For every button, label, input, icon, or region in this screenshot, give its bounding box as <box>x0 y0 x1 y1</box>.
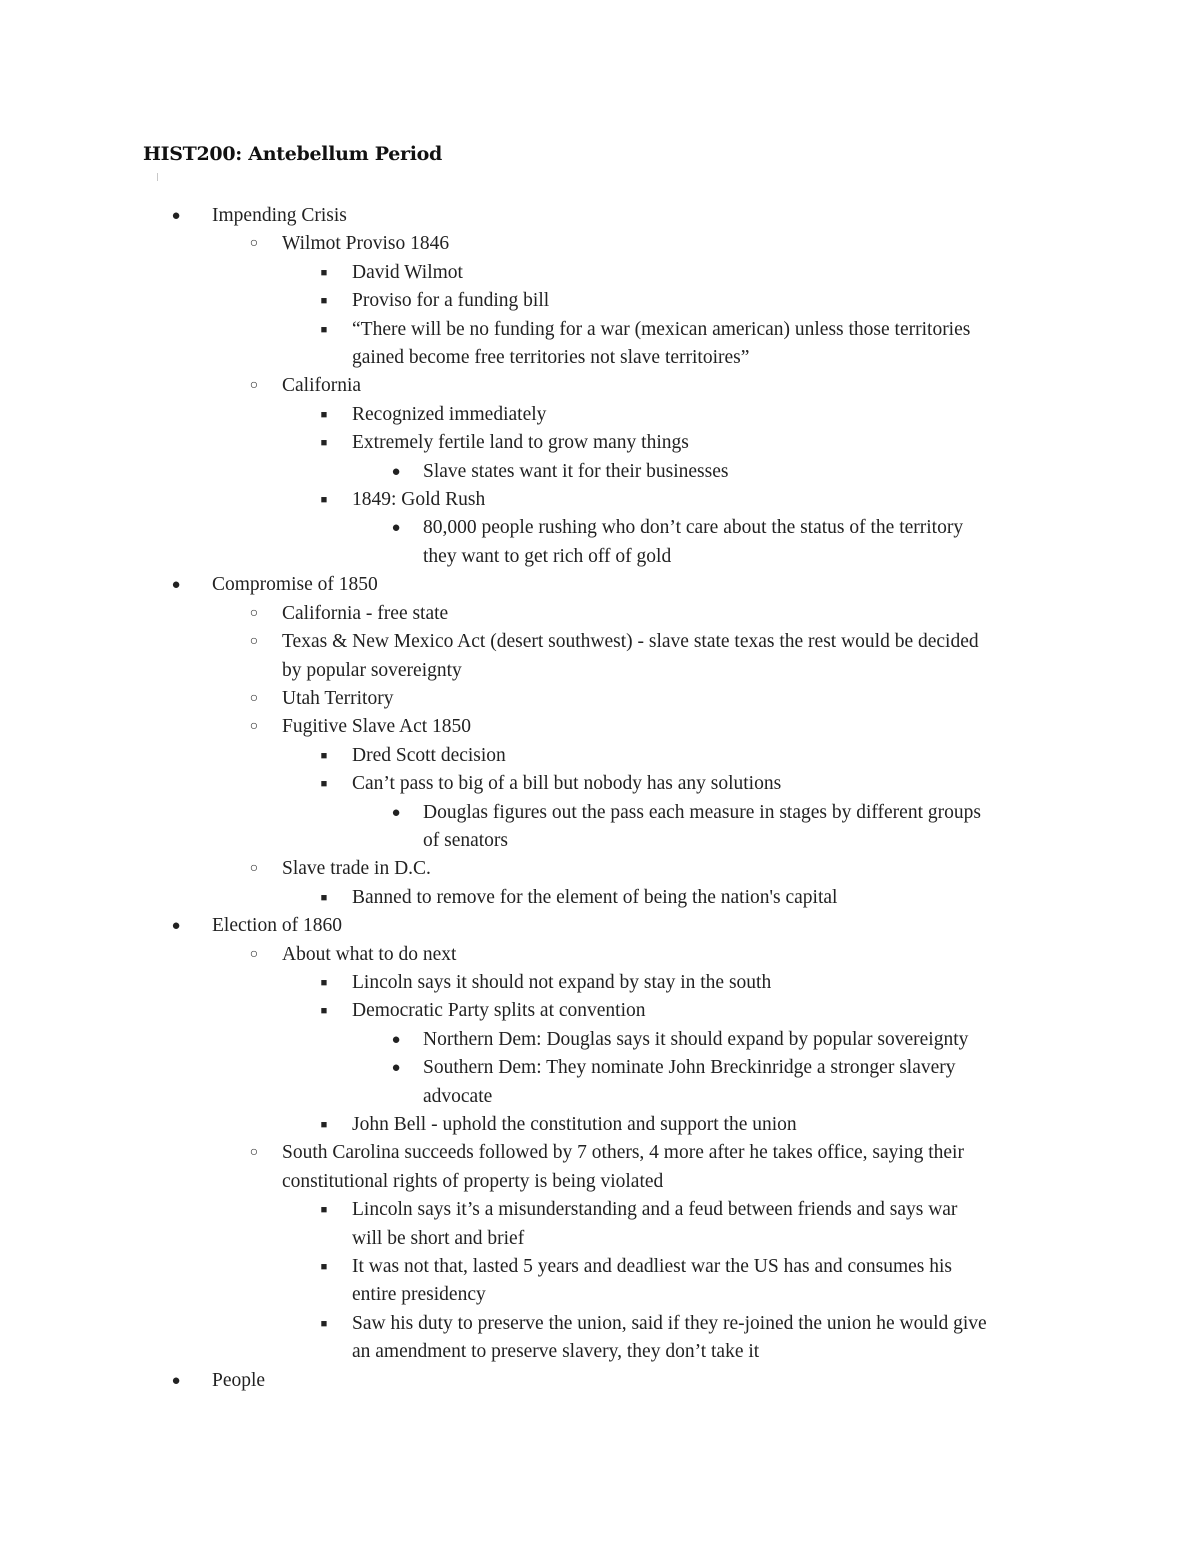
outline-item-level-0 <box>0 571 1200 599</box>
outline-item-text: About what to do next <box>282 943 457 965</box>
outline-item-level-1 <box>0 372 1200 400</box>
circle-bullet-icon: ○ <box>249 634 259 650</box>
square-bullet-icon: ■ <box>320 295 328 308</box>
outline-item-text: advocate <box>423 1085 493 1107</box>
outline-item-text: they want to get rich off of gold <box>423 545 672 567</box>
outline-item-text: Fugitive Slave Act 1850 <box>282 716 472 738</box>
circle-bullet-icon: ○ <box>249 719 259 735</box>
outline-item-text: It was not that, lasted 5 years and deadliest war the US has and consumes his <box>352 1256 953 1278</box>
disc-bullet-icon: ● <box>391 804 401 821</box>
outline-item-level-1 <box>0 855 1200 883</box>
outline-item-level-3 <box>0 458 1200 486</box>
outline-item-text: constitutional rights of property is being violated <box>282 1170 664 1192</box>
circle-bullet-icon: ○ <box>249 605 259 621</box>
disc-bullet-icon: ● <box>391 520 401 537</box>
outline-item-text: Can’t pass to big of a bill but nobody has any solutions <box>352 773 782 795</box>
outline-item-level-2 <box>0 884 1200 912</box>
outline-item-level-2 <box>0 1253 1200 1310</box>
disc-bullet-icon: ● <box>171 577 181 594</box>
outline-item-text: Douglas figures out the pass each measure in stages by different groups <box>423 801 981 823</box>
circle-bullet-icon: ○ <box>249 236 259 252</box>
outline-item-text: Dred Scott decision <box>352 744 506 766</box>
outline-item-level-2 <box>0 770 1200 798</box>
outline-item-text: Election of 1860 <box>212 915 342 937</box>
circle-bullet-icon: ○ <box>249 861 259 877</box>
circle-bullet-icon: ○ <box>249 946 259 962</box>
square-bullet-icon: ■ <box>320 1261 328 1274</box>
outline-item-level-1 <box>0 941 1200 969</box>
outline-item-text: Slave states want it for their businesses <box>423 460 729 482</box>
outline-item-text: “There will be no funding for a war (mexican american) unless those territories <box>352 318 971 340</box>
disc-bullet-icon: ● <box>391 463 401 480</box>
outline-item-level-2 <box>0 259 1200 287</box>
outline-item-level-2 <box>0 969 1200 997</box>
outline-item-text: Lincoln says it should not expand by stay in the south <box>352 971 772 993</box>
outline-item-level-2 <box>0 486 1200 514</box>
outline-item-level-1 <box>0 713 1200 741</box>
outline-item-text: of senators <box>423 829 509 851</box>
outline-item-text: Saw his duty to preserve the union, said if they re-joined the union he would give <box>352 1312 987 1334</box>
outline-item-text: Banned to remove for the element of being the nation's capital <box>352 886 838 908</box>
outline-item-text: Democratic Party splits at convention <box>352 1000 646 1022</box>
outline-item-text: California <box>282 375 362 397</box>
document-title: HIST200: Antebellum Period <box>143 143 443 165</box>
outline-item-text: 1849: Gold Rush <box>352 489 486 511</box>
circle-bullet-icon: ○ <box>249 378 259 394</box>
outline-item-level-2 <box>0 316 1200 373</box>
outline-item-level-2 <box>0 1111 1200 1139</box>
outline-item-text: South Carolina succeeds followed by 7 others, 4 more after he takes office, saying their <box>282 1142 964 1164</box>
outline-item-text: Northern Dem: Douglas says it should expand by popular sovereignty <box>423 1028 969 1050</box>
outline-item-level-3 <box>0 1054 1200 1111</box>
outline-item-level-1 <box>0 600 1200 628</box>
square-bullet-icon: ■ <box>320 1204 328 1217</box>
outline-item-text: Slave trade in D.C. <box>282 858 431 880</box>
square-bullet-icon: ■ <box>320 437 328 450</box>
outline-item-text: Utah Territory <box>282 687 394 709</box>
circle-bullet-icon: ○ <box>249 1145 259 1161</box>
outline-item-text: John Bell - uphold the constitution and support the union <box>352 1114 797 1135</box>
outline-item-text: will be short and brief <box>352 1227 525 1249</box>
outline-item-text: an amendment to preserve slavery, they don’t take it <box>352 1341 760 1363</box>
outline-item-text: Proviso for a funding bill <box>352 290 550 312</box>
outline-item-level-0 <box>0 202 1200 230</box>
outline-item-text: Impending Crisis <box>212 205 347 226</box>
outline-item-text: California - free state <box>282 602 449 624</box>
disc-bullet-icon: ● <box>171 208 181 224</box>
square-bullet-icon: ■ <box>320 408 328 421</box>
outline-item-level-0 <box>0 912 1200 940</box>
notes-outline <box>0 202 1200 1395</box>
square-bullet-icon: ■ <box>320 1317 328 1330</box>
square-bullet-icon: ■ <box>320 1005 328 1018</box>
outline-item-text: People <box>212 1369 266 1391</box>
square-bullet-icon: ■ <box>320 891 328 904</box>
outline-item-text: David Wilmot <box>352 261 463 283</box>
outline-item-level-1 <box>0 230 1200 258</box>
square-bullet-icon: ■ <box>320 266 328 279</box>
outline-item-level-2 <box>0 429 1200 457</box>
outline-item-text: Texas & New Mexico Act (desert southwest) - slave state texas the rest would be decided <box>282 631 979 653</box>
text-cursor <box>157 173 158 181</box>
outline-item-level-2 <box>0 287 1200 315</box>
square-bullet-icon: ■ <box>320 778 328 791</box>
outline-item-level-0 <box>0 1367 1200 1395</box>
outline-item-level-3 <box>0 1026 1200 1054</box>
square-bullet-icon: ■ <box>320 323 328 336</box>
outline-item-level-2 <box>0 1310 1200 1367</box>
circle-bullet-icon: ○ <box>249 690 259 706</box>
square-bullet-icon: ■ <box>320 976 328 989</box>
outline-item-text: 80,000 people rushing who don’t care about the status of the territory <box>423 517 964 539</box>
outline-item-level-1 <box>0 685 1200 713</box>
outline-item-text: gained become free territories not slave territoires” <box>352 347 750 369</box>
outline-item-text: Recognized immediately <box>352 403 547 425</box>
outline-item-text: Lincoln says it’s a misunderstanding and a feud between friends and says war <box>352 1199 958 1221</box>
outline-item-text: Wilmot Proviso 1846 <box>282 233 450 255</box>
square-bullet-icon: ■ <box>320 749 328 762</box>
outline-item-level-1 <box>0 628 1200 685</box>
outline-item-text: entire presidency <box>352 1284 486 1306</box>
outline-item-text: by popular sovereignty <box>282 659 462 681</box>
outline-item-level-1 <box>0 1139 1200 1196</box>
square-bullet-icon: ■ <box>320 1119 328 1131</box>
disc-bullet-icon: ● <box>171 918 181 935</box>
outline-item-level-3 <box>0 799 1200 856</box>
outline-item-text: Extremely fertile land to grow many things <box>352 432 689 454</box>
outline-item-level-2 <box>0 997 1200 1025</box>
outline-item-level-2 <box>0 742 1200 770</box>
outline-item-level-2 <box>0 401 1200 429</box>
outline-item-level-3 <box>0 514 1200 571</box>
outline-item-text: Compromise of 1850 <box>212 574 378 596</box>
square-bullet-icon: ■ <box>320 494 328 507</box>
outline-item-level-2 <box>0 1196 1200 1253</box>
disc-bullet-icon: ● <box>391 1060 401 1077</box>
disc-bullet-icon: ● <box>171 1372 181 1389</box>
outline-item-text: Southern Dem: They nominate John Breckinridge a stronger slavery <box>423 1057 956 1079</box>
disc-bullet-icon: ● <box>391 1031 401 1048</box>
